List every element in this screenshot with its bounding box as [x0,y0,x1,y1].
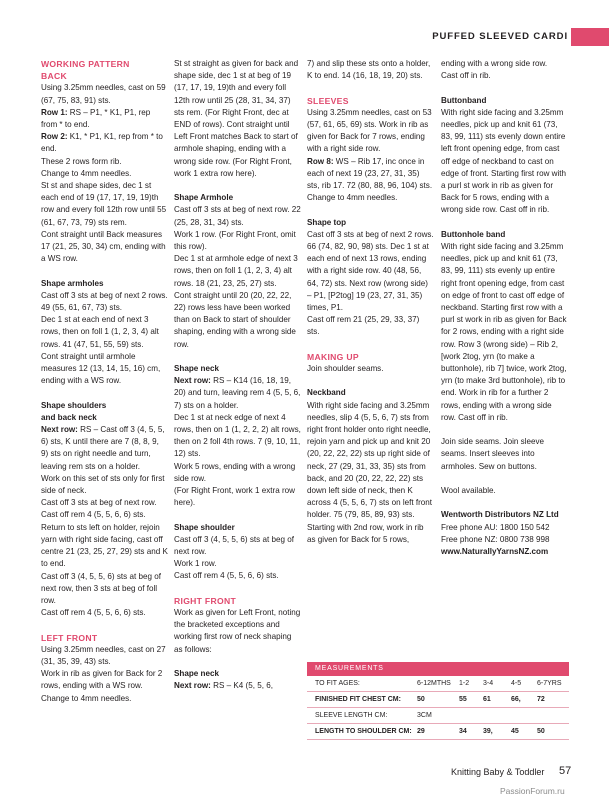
paragraph: Cont straight until armhole measures 12 (13, 14, 15, 16) cm, ending with a WS row. [41,351,161,386]
spacer [307,375,434,387]
section-heading: LEFT FRONT [41,632,98,643]
measurement-value: 61 [483,696,491,703]
spacer [441,497,568,509]
spacer [41,387,168,399]
paragraph: Cast off 3 sts at beg of next 2 rows. 66 (74, 82, 90, 98) sts. Dec 1 st at each end of next 13 rows, ending with a right side row. 40 (48, 56, 64, 72) sts. Next row (wrong side) – P1, [P2tog] 19 (23, 27, 31, 35) times, P1. [307,229,434,313]
spacer [441,424,568,436]
measurement-value: 39, [483,728,493,735]
paragraph: Work 1 row. [174,559,217,569]
paragraph: Using 3.25mm needles, cast on 59 (67, 75, 83, 91) sts. [41,83,166,105]
measurement-value: 45 [511,728,519,735]
spacer [174,509,301,521]
paragraph: Change to 4mm needles. [41,168,132,178]
row-text: RS – P1, * K1, P1, rep from * to end. [41,107,151,130]
subheading: Shape top [307,217,347,227]
measurements-heading: MEASUREMENTS [307,662,569,676]
row-text: RS – K4 (5, 5, 6, [210,681,273,691]
spacer [441,473,568,485]
instruction-row [41,131,168,155]
subheading: www.NaturallyYarnsNZ.com [441,547,549,557]
measurement-label: TO FIT AGES: [315,680,360,687]
spacer [441,82,568,94]
subheading: Wentworth Distributors NZ Ltd [441,510,559,520]
subheading: Shape Armhole [174,193,234,203]
subheading: Shape shoulders [41,400,107,410]
paragraph: Cast off rem 4 (5, 5, 6, 6) sts. [41,510,146,520]
measurement-value: 34 [459,728,467,735]
row-text: K1, * P1, K1, rep from * to end. [41,132,163,154]
paragraph: ending with a wrong side row. [441,59,548,68]
paragraph: Work in rib as given for Back for 2 rows, ending with a WS row. [41,669,163,691]
spacer [174,656,301,668]
measurement-value: 3-4 [483,680,494,687]
subheading: and back neck [41,412,97,422]
measurement-label: SLEEVE LENGTH CM: [315,712,388,719]
paragraph: Cast off rem 4 (5, 5, 6, 6) sts. [174,571,279,581]
paragraph: With right side facing and 3.25mm needles, pick up and knit 61 (73, 83, 99, 111) sts evenly up entire right front opening edge, from cast on edge of front to cast off edge of neckband. Starting first row with a purl st work in rib as given for Back for 2 rows, ending with a right side row. Row 3 (wrong side) – Rib 2, [work 2tog, yrn (to make a buttonhole), rib 7] twice, work 2tog, yrn (to make 3rd buttonhole), rib to end. Work in rib for a further 2 rows, ending with a wrong side row. Cast off in rib. [441,242,567,422]
row-label: Next row: [174,681,211,691]
paragraph: Dec 1 st at neck edge of next 4 rows, then on 1 (1, 2, 2, 2) alt rows, then on 2 foll 4th rows. 7 (9, 10, 11, 12) sts. [174,412,301,459]
subheading: Buttonhole band [441,229,506,239]
measurement-row [307,724,569,740]
measurement-value: 50 [417,696,425,703]
paragraph: Cast off 3 (4, 5, 5, 6) sts at beg of next row. [174,534,294,557]
measurement-value: 72 [537,696,545,703]
paragraph: Join shoulder seams. [307,364,384,374]
paragraph: Return to sts left on holder, rejoin yarn with right side facing, cast off centre 21 (23, 25, 27, 29) sts and K to end. [41,522,168,569]
instruction-row [174,375,301,412]
measurement-value: 66, [511,696,521,703]
section-heading: MAKING UP [307,351,359,362]
paragraph: Wool available. [441,486,496,496]
instruction-row [41,107,168,131]
column-1 [41,58,168,705]
paragraph: St st and shape sides, dec 1 st each end of 19 (17, 17, 19, 19)th row and every foll 12th row until 55 (61, 67, 73, 79) sts rem. [41,181,167,227]
paragraph: Starting with 2nd row, work in rib as given for Back for 5 rows, [307,522,424,544]
measurement-value: 29 [417,728,425,735]
column-2 [174,58,301,692]
paragraph: Using 3.25mm needles, cast on 53 (57, 61, 65, 69) sts. Work in rib as given for Back for 7 rows, ending with a right side row. [307,107,432,154]
paragraph: Cast off rem 4 (5, 5, 6, 6) sts. [41,608,146,618]
section-heading: WORKING PATTERN [41,59,130,69]
subheading: Shape neck [174,364,219,374]
paragraph: With right side facing and 3.25mm needles, slip 4 (5, 5, 6, 7) sts from right front holder onto right needle, rejoin yarn and pick up and knit 20 (20, 22, 22, 22) sts up right side of neck, 27 (29, 31, 33, 35) sts from back, and 20 (20, 22, 22, 22) sts down left side of neck, then K across 4 (5, 5, 6, 7) sts on left front holder. 75 (79, 85, 89, 93) sts. [307,400,433,520]
paragraph: Cast off 3 sts at beg of next row. [41,498,157,508]
spacer [174,583,301,595]
paragraph: Free phone NZ: 0800 738 998 [441,534,550,544]
subheading: Neckband [307,388,346,398]
paragraph: Join side seams. Join sleeve seams. Insert sleeves into armholes. Sew on buttons. [441,437,545,471]
section-heading: BACK [41,71,68,82]
spacer [307,339,434,351]
paragraph: Using 3.25mm needles, cast on 27 (31, 35, 39, 43) sts. [41,644,166,666]
measurement-label: FINISHED FIT CHEST CM: [315,696,401,703]
instruction-row [41,424,168,473]
paragraph: St st straight as given for back and shape side, dec 1 st at beg of 19 (17, 17, 19, 19)th and every foll 12th row until 25 (28, 31, 34, 37) sts rem. (For Right Front, dec at END of rows). Cont straight until Left Front matches Back to start of armhole shaping, ending with a wrong side row. (For Right Front, work 1 extra row here). [174,59,299,178]
paragraph: Cont straight until Back measures 17 (21, 25, 30, 34) cm, ending with a WS row. [41,229,166,264]
measurement-value: 1-2 [459,680,470,687]
paragraph: Free phone AU: 1800 150 542 [441,522,550,532]
measurement-value: 6-7YRS [537,680,562,687]
watermark: PassionForum.ru [500,786,565,796]
title-accent-tab [571,28,609,46]
paragraph: Change to 4mm needles. [41,693,132,703]
row-label: Row 8: [307,156,334,166]
row-text: RS – K14 (16, 18, 19, 20) and turn, leaving rem 4 (5, 5, 6, 7) sts on a holder. [174,376,301,410]
paragraph: 7) and slip these sts onto a holder, K to end. 14 (16, 18, 19, 20) sts. [307,59,431,81]
paragraph: Cast off in rib. [441,71,491,81]
subheading: Shape armholes [41,278,104,288]
spacer [174,180,301,192]
paragraph: Change to 4mm needles. [307,193,398,203]
measurement-row [307,708,569,724]
row-label: Row 2: [41,132,68,142]
spacer [441,217,568,229]
measurement-value: 4-5 [511,680,522,687]
section-heading: SLEEVES [307,95,349,106]
paragraph: Cast off 3 (4, 5, 5, 6) sts at beg of next row, then 3 sts at beg of foll row. [41,571,161,605]
spacer [174,351,301,363]
page-title: PUFFED SLEEVED CARDI [432,31,568,42]
spacer [41,265,168,277]
paragraph: Work as given for Left Front, noting the bracketed exceptions and working first row of neck shaping as follows: [174,608,301,654]
measurements-table [307,662,569,740]
section-heading: RIGHT FRONT [174,595,237,606]
spacer [41,619,168,631]
measurement-label: LENGTH TO SHOULDER CM: [315,728,412,735]
row-text: WS – Rib 17, inc once in each of next 19 (23, 27, 31, 35) sts, rib 17. 72 (80, 88, 96, 104) sts. [307,156,433,191]
subheading: Shape neck [174,669,219,679]
paragraph: Dec 1 st at each end of next 3 rows, then on foll 1 (1, 2, 3, 4) alt rows. 41 (47, 51, 55, 59) sts. [41,315,159,349]
paragraph: Dec 1 st at armhole edge of next 3 rows, then on foll 1 (1, 2, 3, 4) alt rows. 18 (21, 23, 25, 27) sts. [174,254,298,288]
paragraph: Cont straight until 20 (20, 22, 22, 22) rows less have been worked than on Back to start of shoulder shaping, ending with a wrong side row. [174,290,296,349]
subheading: Buttonband [441,95,487,105]
spacer [307,204,434,216]
row-label: Next row: [174,376,211,386]
paragraph: With right side facing and 3.25mm needles, pick up and knit 61 (73, 83, 99, 111) sts evenly down entire left front opening edge, from cast off edge of neckband to cast on edge of front. Starting first row with a purl st work in rib as given for Back for 5 rows, ending with a wrong side row. Cast off in rib. [441,107,567,215]
paragraph: Work 5 rows, ending with a wrong side row. [174,461,296,483]
page-number: 57 [559,765,572,777]
paragraph: Cast off 3 sts at beg of next 2 rows. 49 (55, 61, 67, 73) sts. [41,290,168,313]
measurement-value: 6-12MTHS [417,680,451,687]
paragraph: Cast off 3 sts at beg of next row. 22 (25, 28, 31, 34) sts. [174,205,301,227]
row-text: RS – Cast off 3 (4, 5, 5, 6) sts, K until there are 7 (8, 8, 9, 9) sts on right needle and turn, leaving rem sts on a holder. [41,425,165,471]
measurement-value: 50 [537,728,545,735]
row-label: Row 1: [41,107,68,117]
paragraph: Cast off rem 21 (25, 29, 33, 37) sts. [307,315,420,337]
row-label: Next row: [41,425,78,435]
measurement-row [307,676,569,692]
instruction-row [307,156,434,193]
instruction-row [174,680,301,692]
paragraph: Work 1 row. (For Right Front, omit this row). [174,229,296,252]
subheading: Shape shoulder [174,522,235,532]
paragraph: Work on this set of sts only for first side of neck. [41,473,165,496]
column-3 [307,58,434,546]
paragraph: (For Right Front, work 1 extra row here). [174,486,295,508]
magazine-name: Knitting Baby & Toddler [451,767,545,777]
paragraph: These 2 rows form rib. [41,156,122,166]
spacer [307,82,434,94]
measurement-value: 3CM [417,712,432,719]
column-4 [441,58,568,558]
measurement-row [307,692,569,708]
measurement-value: 55 [459,696,467,703]
